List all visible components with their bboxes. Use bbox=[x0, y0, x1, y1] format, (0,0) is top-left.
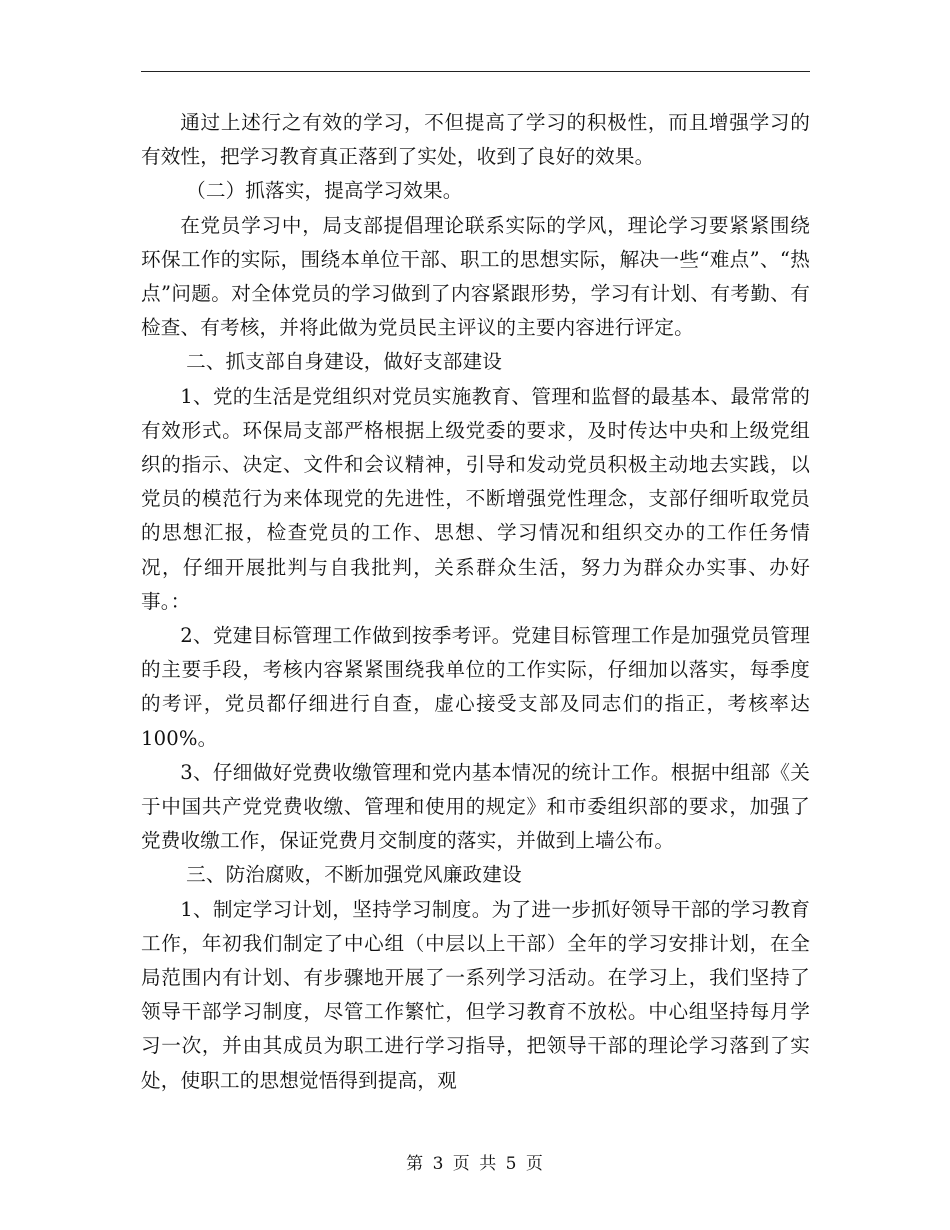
section-heading-implementation: （二）抓落实，提高学习效果。 bbox=[186, 179, 463, 203]
paragraph-party-life: 1、党的生活是党组织对党员实施教育、管理和监督的最基本、最常常的有效形式。环保局支部严格根据上级党委的要求，及时传达中央和上级党组织的指示、决定、文件和会议精神，引导和发动党员积极主动地去实践，以党员的模范行为来体现党的先进性，不断增强党性理念，支部仔细听取党员的思想汇报，检查党员的工作、思想、学习情况和组织交办的工作任务情况，仔细开展批判与自我批判，关系群众生活，努力为群众办实事、办好事。： bbox=[141, 384, 810, 613]
section-heading-anti-corruption: 三、防治腐败，不断加强党风廉政建设 bbox=[186, 863, 522, 887]
header-rule bbox=[141, 71, 810, 72]
paragraph-target-management: 2、党建目标管理工作做到按季考评。党建目标管理工作是加强党员管理的主要手段，考核内容紧紧围绕我单位的工作实际，仔细加以落实，每季度的考评，党员都仔细进行自查，虚心接受支部及同志们的指正，考核率达100%。 bbox=[141, 624, 810, 750]
paragraph-study-plan: 1、制定学习计划，坚持学习制度。为了进一步抓好领导干部的学习教育工作，年初我们制定了中心组（中层以上干部）全年的学习安排计划，在全局范围内有计划、有步骤地开展了一系列学习活动。在学习上，我们坚持了领导干部学习制度，尽管工作繁忙，但学习教育不放松。中心组坚持每月学习一次，并由其成员为职工进行学习指导，把领导干部的理论学习落到了实处，使职工的思想觉悟得到提高，观 bbox=[141, 897, 810, 1092]
document-body bbox=[141, 106, 810, 1098]
section-heading-branch-building: 二、抓支部自身建设，做好支部建设 bbox=[186, 350, 502, 374]
paragraph-theory-practice: 在党员学习中，局支部提倡理论联系实际的学风，理论学习要紧紧围绕环保工作的实际，围绕本单位干部、职工的思想实际，解决一些“难点”、“热点”问题。对全体党员的学习做到了内容紧跟形势，学习有计划、有考勤、有检查、有考核，并将此做为党员民主评议的主要内容进行评定。 bbox=[141, 213, 810, 340]
paragraph-party-dues: 3、仔细做好党费收缴管理和党内基本情况的统计工作。根据中组部《关于中国共产党党费收缴、管理和使用的规定》和市委组织部的要求，加强了党费收缴工作，保证党费月交制度的落实，并做到上墙公布。 bbox=[141, 760, 810, 853]
page-footer: 第 3 页 共 5 页 bbox=[406, 1154, 544, 1174]
paragraph-study-effectiveness: 通过上述行之有效的学习，不但提高了学习的积极性，而且增强学习的有效性，把学习教育真正落到了实处，收到了良好的效果。 bbox=[141, 111, 810, 169]
